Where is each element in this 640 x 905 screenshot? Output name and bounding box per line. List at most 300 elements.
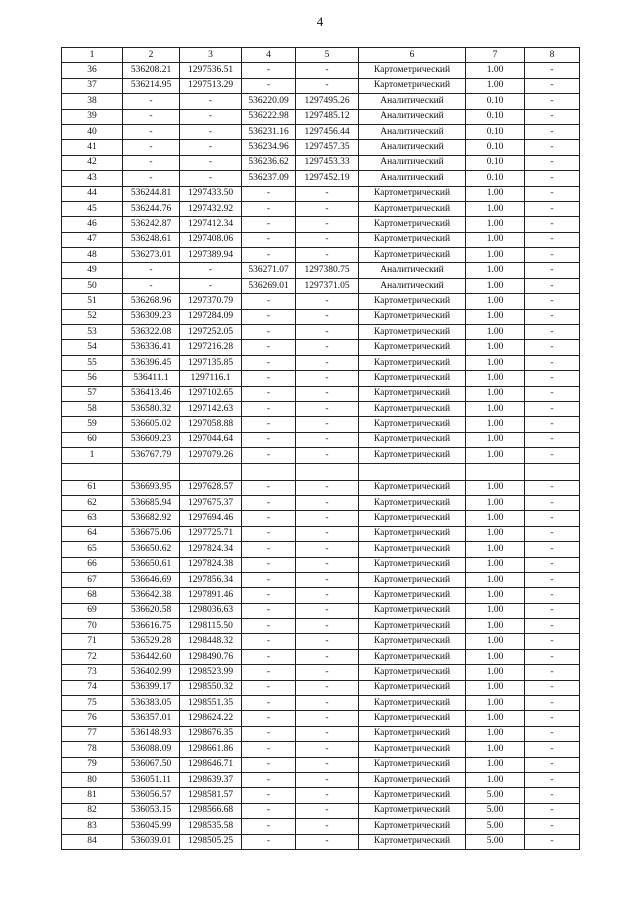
column-header: 4 [242, 48, 296, 63]
table-cell: - [242, 495, 296, 510]
table-cell: Аналитический [359, 94, 466, 109]
table-cell: 1298115.50 [180, 619, 242, 634]
table-row [62, 772, 580, 787]
table-cell: - [180, 140, 242, 155]
table-cell: 1.00 [466, 294, 525, 309]
table-cell: - [123, 171, 180, 186]
table-cell: 1.00 [466, 711, 525, 726]
table-cell: Аналитический [359, 171, 466, 186]
table-cell [296, 463, 359, 480]
table-cell: 1298639.37 [180, 772, 242, 787]
table-cell: Картометрический [359, 448, 466, 463]
table-cell: 1297824.38 [180, 557, 242, 572]
table-cell: - [296, 696, 359, 711]
table-cell: - [123, 278, 180, 293]
table-row [62, 649, 580, 664]
table-cell: - [242, 448, 296, 463]
table-cell: 536442.60 [123, 649, 180, 664]
table-cell: - [296, 186, 359, 201]
table-cell: 1.00 [466, 432, 525, 447]
table-cell: 1.00 [466, 263, 525, 278]
table-cell: Картометрический [359, 355, 466, 370]
table-cell: - [525, 819, 580, 834]
table-cell: - [296, 526, 359, 541]
table-cell: 536529.28 [123, 634, 180, 649]
table-cell: 80 [62, 772, 123, 787]
table-cell: 1.00 [466, 401, 525, 416]
table-cell: Картометрический [359, 834, 466, 849]
table-cell: - [525, 355, 580, 370]
table-cell: 1.00 [466, 309, 525, 324]
table-row [62, 340, 580, 355]
table-cell: 1.00 [466, 201, 525, 216]
column-header: 3 [180, 48, 242, 63]
table-cell: 536383.05 [123, 696, 180, 711]
table-cell: 536244.81 [123, 186, 180, 201]
table-cell: 78 [62, 742, 123, 757]
table-cell: - [123, 94, 180, 109]
table-cell: 47 [62, 232, 123, 247]
table-row [62, 480, 580, 495]
table-cell: 1298676.35 [180, 726, 242, 741]
table-cell: 1.00 [466, 542, 525, 557]
table-cell: 1.00 [466, 557, 525, 572]
table-cell: - [242, 603, 296, 618]
column-header: 7 [466, 48, 525, 63]
table-cell: 1297079.26 [180, 448, 242, 463]
table-cell: - [525, 634, 580, 649]
table-cell: - [180, 171, 242, 186]
table-cell [62, 463, 123, 480]
table-cell: 536336.41 [123, 340, 180, 355]
table-cell: 62 [62, 495, 123, 510]
table-cell: 84 [62, 834, 123, 849]
table-cell: 1.00 [466, 680, 525, 695]
table-cell: 74 [62, 680, 123, 695]
table-cell: - [242, 232, 296, 247]
table-cell: - [296, 495, 359, 510]
table-cell: - [525, 495, 580, 510]
table-cell: - [525, 109, 580, 124]
table-cell: Картометрический [359, 788, 466, 803]
table-cell: - [525, 696, 580, 711]
table-cell: 83 [62, 819, 123, 834]
table-cell: 0.10 [466, 94, 525, 109]
table-cell: - [525, 557, 580, 572]
table-cell: - [242, 355, 296, 370]
table-cell: 536148.93 [123, 726, 180, 741]
table-cell: - [242, 340, 296, 355]
table-cell: - [242, 480, 296, 495]
table-cell: 52 [62, 309, 123, 324]
table-row [62, 711, 580, 726]
table-cell: 66 [62, 557, 123, 572]
table-cell: Аналитический [359, 109, 466, 124]
table-cell: 53 [62, 325, 123, 340]
table-row [62, 757, 580, 772]
table-cell: - [296, 63, 359, 78]
table-cell: 50 [62, 278, 123, 293]
table-cell: - [296, 232, 359, 247]
table-cell: - [525, 603, 580, 618]
table-cell: - [123, 140, 180, 155]
table-cell: Картометрический [359, 619, 466, 634]
table-cell: 1.00 [466, 757, 525, 772]
table-cell: 1.00 [466, 572, 525, 587]
table-cell: - [525, 757, 580, 772]
table-row [62, 309, 580, 324]
table-header-row [62, 48, 580, 63]
table-cell: 536650.62 [123, 542, 180, 557]
table-cell: 36 [62, 63, 123, 78]
table-row [62, 557, 580, 572]
table-row [62, 526, 580, 541]
table-cell: 39 [62, 109, 123, 124]
table-row [62, 788, 580, 803]
table-row [62, 155, 580, 170]
table-cell: 1297824.34 [180, 542, 242, 557]
table-row [62, 63, 580, 78]
table-cell: - [242, 542, 296, 557]
table-cell: 1.00 [466, 665, 525, 680]
table-cell: - [296, 788, 359, 803]
table-cell: - [242, 186, 296, 201]
table-cell: - [525, 401, 580, 416]
table-cell: 536767.79 [123, 448, 180, 463]
table-cell: Картометрический [359, 649, 466, 664]
table-cell: 1297725.71 [180, 526, 242, 541]
table-cell: - [180, 263, 242, 278]
table-cell: Картометрический [359, 680, 466, 695]
table-cell: 536402.99 [123, 665, 180, 680]
column-header: 5 [296, 48, 359, 63]
table-cell: - [296, 371, 359, 386]
table-cell: 0.10 [466, 171, 525, 186]
table-row [62, 726, 580, 741]
table-cell: - [180, 124, 242, 139]
table-cell: 536234.96 [242, 140, 296, 155]
table-cell: 1.00 [466, 186, 525, 201]
table-cell: 54 [62, 340, 123, 355]
table-cell: 536642.38 [123, 588, 180, 603]
table-cell: - [242, 665, 296, 680]
table-cell: Картометрический [359, 495, 466, 510]
table-cell: 1297252.05 [180, 325, 242, 340]
table-cell: Картометрический [359, 432, 466, 447]
table-cell: 1.00 [466, 340, 525, 355]
table-row [62, 232, 580, 247]
table-cell: 49 [62, 263, 123, 278]
table-cell: 1297485.12 [296, 109, 359, 124]
table-cell: 536682.92 [123, 511, 180, 526]
table-row [62, 588, 580, 603]
table-row [62, 834, 580, 849]
table-cell: - [242, 217, 296, 232]
table-cell: 0.10 [466, 155, 525, 170]
table-cell: 55 [62, 355, 123, 370]
table-cell: 536413.46 [123, 386, 180, 401]
table-cell: - [296, 448, 359, 463]
table-cell: - [525, 201, 580, 216]
table-cell: - [242, 63, 296, 78]
table-cell: - [296, 557, 359, 572]
table-cell: - [525, 325, 580, 340]
table-cell: 65 [62, 542, 123, 557]
table-cell: - [525, 340, 580, 355]
table-cell: 1297432.92 [180, 201, 242, 216]
table-cell: 1297371.05 [296, 278, 359, 293]
table-cell: - [242, 201, 296, 216]
table-cell: 536237.09 [242, 171, 296, 186]
table-cell: Картометрический [359, 309, 466, 324]
table-cell: 536269.01 [242, 278, 296, 293]
table-cell: 1.00 [466, 588, 525, 603]
table-cell: - [242, 386, 296, 401]
table-cell: - [242, 803, 296, 818]
table-cell: 536399.17 [123, 680, 180, 695]
table-cell: 536580.32 [123, 401, 180, 416]
table-cell: 536222.98 [242, 109, 296, 124]
table-cell: 1.00 [466, 634, 525, 649]
table-row [62, 171, 580, 186]
table-cell: 1297513.29 [180, 78, 242, 93]
table-cell: 1297412.34 [180, 217, 242, 232]
table-cell: - [180, 278, 242, 293]
table-cell: - [525, 63, 580, 78]
table-cell: Картометрический [359, 511, 466, 526]
table-cell: - [296, 772, 359, 787]
table-cell: - [525, 665, 580, 680]
table-cell: 536357.01 [123, 711, 180, 726]
table-cell: 1298036.63 [180, 603, 242, 618]
table-cell: 1.00 [466, 386, 525, 401]
table-cell [242, 463, 296, 480]
table-cell: - [525, 186, 580, 201]
table-cell: 69 [62, 603, 123, 618]
table-cell: - [525, 511, 580, 526]
table-cell: 536411.1 [123, 371, 180, 386]
table-cell: - [525, 803, 580, 818]
table-cell: - [296, 834, 359, 849]
table-cell: - [296, 619, 359, 634]
table-cell: 536039.01 [123, 834, 180, 849]
table-cell: - [525, 480, 580, 495]
table-row [62, 386, 580, 401]
table-cell: - [525, 248, 580, 263]
table-cell: - [525, 232, 580, 247]
table-row [62, 803, 580, 818]
table-cell: - [296, 803, 359, 818]
table-cell: - [180, 155, 242, 170]
table-row [62, 186, 580, 201]
table-cell: - [123, 109, 180, 124]
table-cell: - [296, 603, 359, 618]
table-cell: Аналитический [359, 155, 466, 170]
table-cell: 60 [62, 432, 123, 447]
table-cell: 1298624.22 [180, 711, 242, 726]
table-cell: - [296, 340, 359, 355]
table-cell: - [242, 711, 296, 726]
table-cell: 5.00 [466, 834, 525, 849]
table-row [62, 371, 580, 386]
table-cell: Картометрический [359, 371, 466, 386]
table-cell: 38 [62, 94, 123, 109]
table-cell: 46 [62, 217, 123, 232]
table-cell: 75 [62, 696, 123, 711]
table-cell: 1297675.37 [180, 495, 242, 510]
table-row [62, 124, 580, 139]
table-cell: - [296, 665, 359, 680]
table-cell: 1 [62, 448, 123, 463]
table-cell: 37 [62, 78, 123, 93]
table-cell: - [296, 634, 359, 649]
table-cell: 1.00 [466, 511, 525, 526]
table-cell: - [296, 217, 359, 232]
table-cell: 1.00 [466, 417, 525, 432]
table-cell: - [525, 742, 580, 757]
table-cell: - [180, 94, 242, 109]
table-cell: 1297044.64 [180, 432, 242, 447]
table-cell: - [296, 572, 359, 587]
table-cell: 1297389.94 [180, 248, 242, 263]
table-row [62, 355, 580, 370]
table-cell: - [242, 588, 296, 603]
table-cell: 1.00 [466, 526, 525, 541]
table-cell: 1.00 [466, 495, 525, 510]
table-cell: 5.00 [466, 788, 525, 803]
table-cell: - [525, 619, 580, 634]
table-cell: 1297495.26 [296, 94, 359, 109]
table-cell: - [525, 124, 580, 139]
table-cell: 1.00 [466, 371, 525, 386]
table-cell: Картометрический [359, 480, 466, 495]
table-cell: - [242, 819, 296, 834]
table-cell: 1298646.71 [180, 757, 242, 772]
table-cell: - [296, 742, 359, 757]
table-cell: 536067.50 [123, 757, 180, 772]
table-row [62, 634, 580, 649]
table-cell: - [296, 355, 359, 370]
table-cell: - [242, 788, 296, 803]
table-cell: - [296, 201, 359, 216]
table-cell: Картометрический [359, 665, 466, 680]
table-cell: 1298550.32 [180, 680, 242, 695]
table-cell: - [525, 309, 580, 324]
table-cell: 1297370.79 [180, 294, 242, 309]
table-cell: Картометрический [359, 572, 466, 587]
table-row [62, 401, 580, 416]
table-cell: - [525, 649, 580, 664]
table-cell: - [296, 726, 359, 741]
table-row [62, 665, 580, 680]
table-cell: 1297408.06 [180, 232, 242, 247]
table-cell: - [296, 711, 359, 726]
table-cell: Аналитический [359, 140, 466, 155]
table-cell: 536620.58 [123, 603, 180, 618]
table-cell: 82 [62, 803, 123, 818]
table-cell: Картометрический [359, 711, 466, 726]
table-cell: - [123, 155, 180, 170]
table-cell: 1.00 [466, 355, 525, 370]
table-cell: Картометрический [359, 248, 466, 263]
table-cell: - [180, 109, 242, 124]
table-cell: 1.00 [466, 325, 525, 340]
table-cell: 536242.87 [123, 217, 180, 232]
table-cell: - [525, 417, 580, 432]
table-cell: - [242, 619, 296, 634]
table-cell: 536231.16 [242, 124, 296, 139]
table-row [62, 278, 580, 293]
table-cell [123, 463, 180, 480]
table-cell: 536220.09 [242, 94, 296, 109]
table-body [62, 63, 580, 850]
table-cell: 1298551.35 [180, 696, 242, 711]
table-cell: Картометрический [359, 819, 466, 834]
table-row [62, 742, 580, 757]
table-cell: Картометрический [359, 542, 466, 557]
table-cell: - [296, 78, 359, 93]
table-cell: 57 [62, 386, 123, 401]
table-cell: 1.00 [466, 232, 525, 247]
table-cell: 536616.75 [123, 619, 180, 634]
table-cell: Картометрический [359, 696, 466, 711]
table-cell: - [242, 742, 296, 757]
table-cell: - [296, 432, 359, 447]
table-cell: 1298535.58 [180, 819, 242, 834]
table-cell: 77 [62, 726, 123, 741]
table-cell: 1298505.25 [180, 834, 242, 849]
table-cell: 536248.61 [123, 232, 180, 247]
table-cell: - [525, 371, 580, 386]
table-cell: 1.00 [466, 63, 525, 78]
table-cell: 73 [62, 665, 123, 680]
table-cell: - [296, 649, 359, 664]
table-row [62, 819, 580, 834]
table-cell: Картометрический [359, 417, 466, 432]
table-cell: 1297058.88 [180, 417, 242, 432]
table-cell: Картометрический [359, 634, 466, 649]
table-cell: Картометрический [359, 232, 466, 247]
table-cell: 40 [62, 124, 123, 139]
table-cell: Картометрический [359, 401, 466, 416]
table-cell: Картометрический [359, 557, 466, 572]
column-header: 2 [123, 48, 180, 63]
table-cell: 536650.61 [123, 557, 180, 572]
table-cell [359, 463, 466, 480]
table-cell: 1297380.75 [296, 263, 359, 278]
table-cell [525, 463, 580, 480]
table-cell: 536396.45 [123, 355, 180, 370]
table-cell: - [242, 726, 296, 741]
table-cell: - [525, 726, 580, 741]
table-cell: - [242, 309, 296, 324]
table-cell: 1297433.50 [180, 186, 242, 201]
table-cell: 536605.02 [123, 417, 180, 432]
table-cell: - [296, 480, 359, 495]
table-cell: 79 [62, 757, 123, 772]
table-cell: Картометрический [359, 726, 466, 741]
table-row [62, 201, 580, 216]
table-cell: 41 [62, 140, 123, 155]
table-cell: - [242, 371, 296, 386]
table-row [62, 448, 580, 463]
table-cell: Картометрический [359, 588, 466, 603]
table-row [62, 263, 580, 278]
table-cell: 536214.95 [123, 78, 180, 93]
table-cell: - [296, 248, 359, 263]
table-cell: - [525, 94, 580, 109]
table-cell: - [242, 757, 296, 772]
